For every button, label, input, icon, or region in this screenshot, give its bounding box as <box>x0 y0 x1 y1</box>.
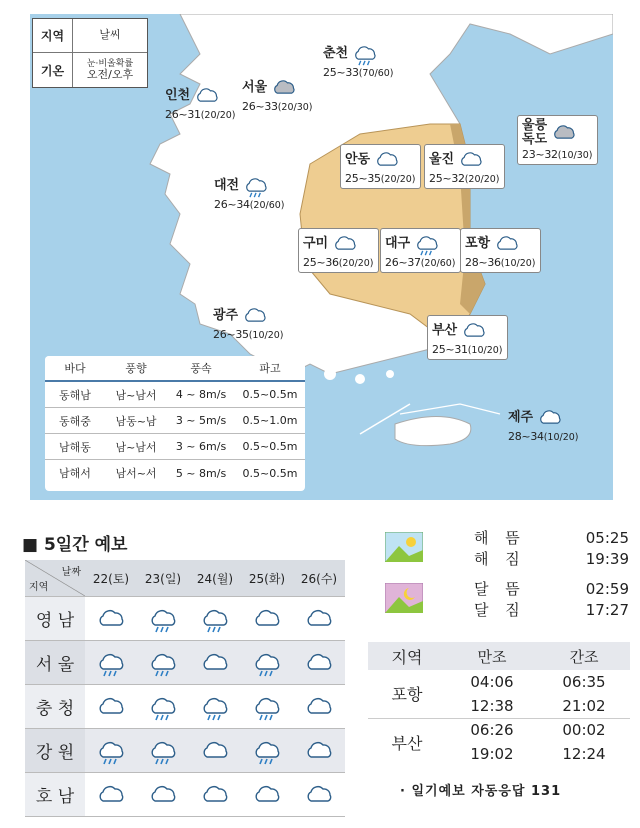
rain-cloud-icon <box>414 237 440 250</box>
cloud-icon <box>458 153 484 166</box>
cloud-icon <box>85 685 137 729</box>
day-header: 23(일) <box>137 560 189 597</box>
box-andong: 안동 25~35(20/20) <box>340 144 421 189</box>
sunrise-time: 05:25 <box>585 528 629 547</box>
moonset-label: 달 짐 <box>474 601 526 619</box>
rain-cloud-icon <box>85 641 137 685</box>
dark-cloud-icon <box>551 126 577 139</box>
day-header: 26(수) <box>293 560 345 597</box>
sea-table-row: 동해중 남동~남 3 ~ 5m/s 0.5~1.0m <box>45 408 305 434</box>
rain-cloud-icon <box>352 47 378 60</box>
city-seoul: 서울 26~33(20/30) <box>242 80 313 113</box>
cloud-icon <box>137 773 189 817</box>
cloud-icon <box>332 237 358 250</box>
rain-cloud-icon <box>85 729 137 773</box>
forecast-region: 충 청 <box>25 685 85 729</box>
rain-cloud-icon <box>243 179 269 192</box>
tide-region: 부산 <box>368 718 446 766</box>
tide-region: 포항 <box>391 685 423 705</box>
city-busan: 부산 25~31(10/20) <box>427 315 508 360</box>
city-jeju: 제주 28~34(10/20) <box>508 410 579 443</box>
cloud-icon <box>241 773 293 817</box>
city-gwangju: 광주 26~35(10/20) <box>213 308 284 341</box>
box-pohang: 포항 28~36(10/20) <box>460 228 541 273</box>
cloud-icon <box>189 729 241 773</box>
rain-cloud-icon <box>241 641 293 685</box>
five-day-forecast-table <box>25 560 345 817</box>
tide-row: 12:38 21:02 <box>470 696 606 715</box>
city-daejeon: 대전 26~34(20/60) <box>214 178 285 211</box>
rain-cloud-icon <box>137 597 189 641</box>
moon-icon <box>385 583 423 613</box>
tide-header: 간조 <box>538 642 630 670</box>
weather-map <box>30 14 613 500</box>
sunrise-label: 해 뜸 <box>474 529 526 547</box>
rain-cloud-icon <box>137 685 189 729</box>
rain-cloud-icon <box>137 729 189 773</box>
tide-row: 포항 04:06 06:35 <box>368 670 630 694</box>
forecast-row <box>25 641 345 685</box>
city-ulleung: 울릉 독도 23~32(10/30) <box>517 115 598 165</box>
cloud-icon <box>189 641 241 685</box>
day-header: 24(월) <box>189 560 241 597</box>
forecast-row <box>25 685 345 729</box>
footer-note: · 일기예보 자동응답 131 <box>400 784 562 799</box>
legend-region: 지역 <box>33 19 73 52</box>
cloud-icon <box>537 411 563 424</box>
cloud-icon <box>194 89 220 102</box>
cloud-icon <box>494 237 520 250</box>
table-corner: 날짜 지역 <box>25 560 85 596</box>
dark-cloud-icon <box>271 81 297 94</box>
forecast-row <box>25 773 345 817</box>
cloud-icon <box>293 641 345 685</box>
cloud-icon <box>85 773 137 817</box>
cloud-icon <box>374 153 400 166</box>
day-header: 25(화) <box>241 560 293 597</box>
rain-cloud-icon <box>137 641 189 685</box>
forecast-region: 서 울 <box>25 641 85 685</box>
cloud-icon <box>189 773 241 817</box>
cloud-icon <box>461 324 487 337</box>
sea-table <box>45 356 305 491</box>
tide-row: 부산 06:26 00:02 <box>368 718 630 742</box>
legend-temp: 기온 <box>33 53 73 87</box>
city-chuncheon: 춘천 25~33(70/60) <box>323 46 394 79</box>
cloud-icon <box>293 729 345 773</box>
box-uljin: 울진 25~32(20/20) <box>424 144 505 189</box>
cloud-icon <box>293 773 345 817</box>
sea-table-row: 남해서 남서~서 5 ~ 8m/s 0.5~0.5m <box>59 466 298 480</box>
cloud-icon <box>293 685 345 729</box>
sea-table-header: 바다 풍향 풍속 파고 <box>45 356 305 382</box>
legend-precip: 눈·비올확률 <box>86 58 134 69</box>
sea-table-row: 동해남 남~남서 4 ~ 8m/s 0.5~0.5m <box>45 382 305 408</box>
legend-ampm: 오전/오후 <box>86 67 134 81</box>
tide-header: 지역 <box>368 642 446 670</box>
sunset-label: 해 짐 <box>474 550 526 568</box>
sea-table-row: 남해동 남~남서 3 ~ 6m/s 0.5~0.5m <box>45 434 305 460</box>
tide-header: 만조 <box>446 642 538 670</box>
city-incheon: 인천 26~31(20/20) <box>165 88 236 121</box>
tide-table <box>368 642 630 766</box>
forecast-region: 영 남 <box>25 597 85 641</box>
cloud-icon <box>293 597 345 641</box>
cloud-icon <box>241 597 293 641</box>
map-legend <box>32 18 148 88</box>
rain-cloud-icon <box>189 597 241 641</box>
box-gumi: 구미 25~36(20/20) <box>298 228 379 273</box>
rain-cloud-icon <box>241 729 293 773</box>
forecast-row <box>25 597 345 641</box>
moonrise-label: 달 뜸 <box>474 580 526 598</box>
forecast-row <box>25 729 345 773</box>
day-header: 22(토) <box>85 560 137 597</box>
rain-cloud-icon <box>189 685 241 729</box>
moonset-time: 17:27 <box>585 600 629 619</box>
forecast-title: ■ 5일간 예보 <box>22 535 128 555</box>
rain-cloud-icon <box>241 685 293 729</box>
legend-weather: 날씨 <box>99 28 121 42</box>
moonrise-time: 02:59 <box>585 579 629 598</box>
sun-moon-panel <box>380 527 632 620</box>
forecast-region: 강 원 <box>25 729 85 773</box>
cloud-icon <box>242 309 268 322</box>
cloud-icon <box>85 597 137 641</box>
sunset-time: 19:39 <box>585 549 629 568</box>
sun-icon <box>385 532 423 562</box>
box-daegu: 대구 26~37(20/60) <box>380 228 461 273</box>
forecast-region: 호 남 <box>25 773 85 817</box>
tide-row: 19:02 12:24 <box>470 745 606 763</box>
